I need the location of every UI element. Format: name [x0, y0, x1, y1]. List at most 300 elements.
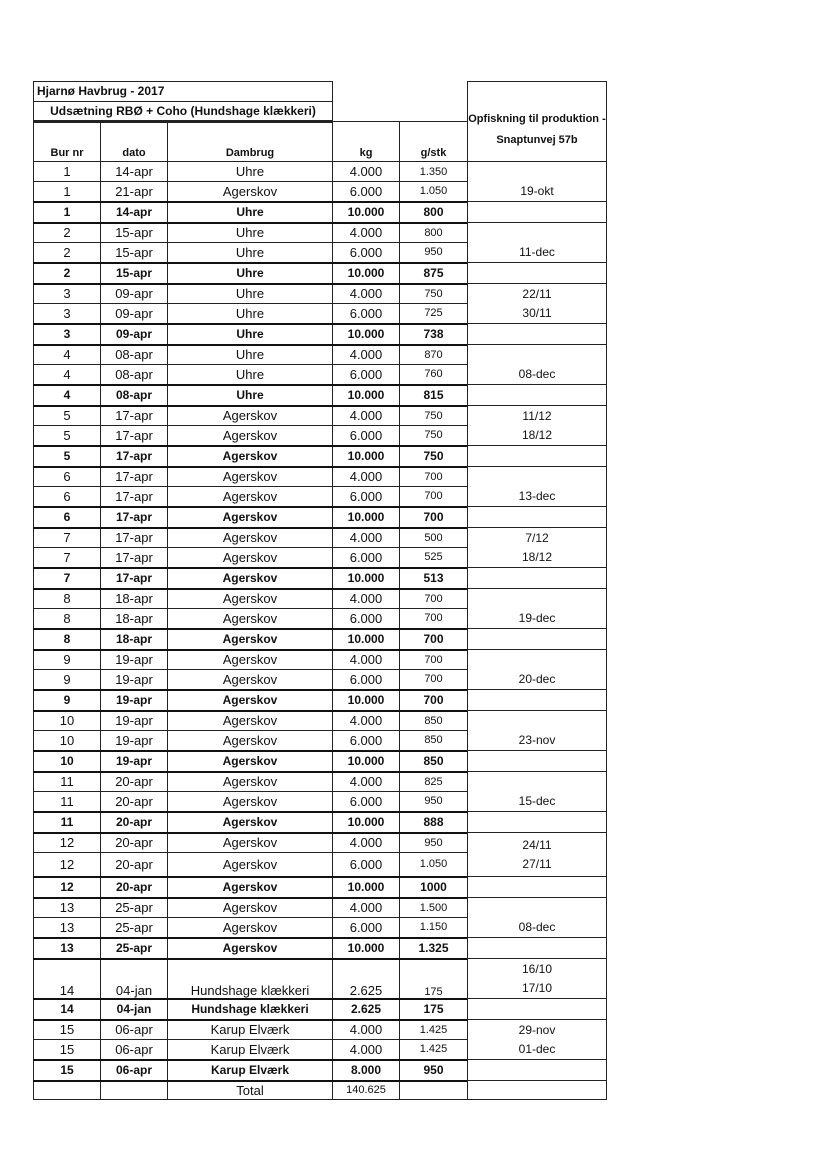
cell-dato: 08-apr	[101, 365, 168, 385]
table-row	[34, 898, 468, 918]
opfiskning-date: 23-nov	[518, 733, 556, 747]
cell-dambrug: Agerskov	[168, 589, 333, 609]
cell-gstk: 175	[400, 999, 468, 1020]
cell-gstk: 700	[400, 487, 468, 507]
opfiskning-date: 20-dec	[518, 672, 556, 686]
cell-gstk: 1.500	[400, 898, 468, 918]
cell-gstk: 800	[400, 223, 468, 243]
cell-kg: 6.000	[333, 918, 400, 938]
cell-gstk: 700	[400, 650, 468, 670]
cell-dato: 19-apr	[101, 751, 168, 772]
opfiskning-date: 27/11	[522, 856, 552, 871]
cell-dambrug: Agerskov	[168, 918, 333, 938]
cell-gstk: 1.050	[400, 182, 468, 202]
table-row	[34, 833, 468, 853]
cell-bur: 10	[34, 751, 101, 772]
opfiskning-date-cell	[468, 938, 607, 959]
cell-dambrug: Agerskov	[168, 446, 333, 467]
opfiskning-date-cell	[468, 650, 607, 690]
cell-bur: 13	[34, 938, 101, 959]
opfiskning-date: 30/11	[522, 305, 552, 320]
cell-gstk: 1.325	[400, 938, 468, 959]
cell-dato: 15-apr	[101, 243, 168, 263]
cell-dambrug: Agerskov	[168, 853, 333, 877]
opfiskning-date: 16/10	[521, 961, 553, 976]
cell-dato: 15-apr	[101, 223, 168, 243]
cell-bur: 2	[34, 243, 101, 263]
cell-kg: 4.000	[333, 1040, 400, 1060]
cell-gstk: 950	[400, 833, 468, 853]
cell-kg: 4.000	[333, 898, 400, 918]
cell-dato: 06-apr	[101, 1040, 168, 1060]
subtotal-row	[34, 507, 468, 528]
table-row	[34, 406, 468, 426]
cell-gstk: 1.425	[400, 1040, 468, 1060]
opfiskning-date: 19-dec	[518, 611, 556, 625]
cell-dato: 20-apr	[101, 877, 168, 898]
cell-dato: 18-apr	[101, 609, 168, 629]
cell-bur: 15	[34, 1060, 101, 1081]
table-row	[34, 487, 468, 507]
cell-dambrug: Uhre	[168, 284, 333, 304]
cell-gstk: 800	[400, 202, 468, 223]
subtotal-row	[34, 812, 468, 833]
cell-dambrug: Uhre	[168, 304, 333, 324]
table-row	[34, 223, 468, 243]
cell-bur: 2	[34, 263, 101, 284]
table-row	[34, 918, 468, 938]
col-header-dambrug: Dambrug	[168, 122, 333, 162]
opfiskning-date-cell	[468, 162, 607, 202]
cell-kg: 4.000	[333, 284, 400, 304]
cell-kg: 4.000	[333, 162, 400, 182]
opfiskning-date-cell	[468, 263, 607, 284]
cell-gstk: 175	[400, 959, 468, 999]
opfiskning-date-cell	[468, 1081, 607, 1100]
opfiskning-date-cell	[468, 467, 607, 507]
cell-bur: 11	[34, 812, 101, 833]
subtotal-row	[34, 938, 468, 959]
table-row	[34, 1040, 468, 1060]
cell-dato: 09-apr	[101, 284, 168, 304]
cell-bur: 8	[34, 629, 101, 650]
cell-bur: 5	[34, 426, 101, 446]
cell-bur: 7	[34, 568, 101, 589]
cell-kg: 8.000	[333, 1060, 400, 1081]
cell-bur: 3	[34, 304, 101, 324]
table-row	[34, 467, 468, 487]
cell-dambrug: Agerskov	[168, 690, 333, 711]
cell-gstk: 725	[400, 304, 468, 324]
opfiskning-date-cell	[468, 528, 607, 568]
subtotal-row	[34, 877, 468, 898]
cell-dambrug: Uhre	[168, 385, 333, 406]
cell-dato: 25-apr	[101, 898, 168, 918]
opfiskning-date-cell	[468, 877, 607, 898]
cell-dato: 08-apr	[101, 345, 168, 365]
cell-gstk: 850	[400, 711, 468, 731]
cell-dambrug: Uhre	[168, 365, 333, 385]
cell-gstk: 700	[400, 467, 468, 487]
cell-kg: 10.000	[333, 385, 400, 406]
cell-dato: 18-apr	[101, 629, 168, 650]
cell-dambrug: Agerskov	[168, 507, 333, 528]
opfiskning-date: 19-okt	[520, 184, 554, 198]
total-row	[34, 1081, 468, 1100]
cell-dambrug: Agerskov	[168, 487, 333, 507]
cell-kg: 6.000	[333, 670, 400, 690]
cell-kg: 4.000	[333, 772, 400, 792]
cell-gstk: 738	[400, 324, 468, 345]
cell-kg: 6.000	[333, 365, 400, 385]
cell-gstk: 950	[400, 243, 468, 263]
cell-kg: 10.000	[333, 202, 400, 223]
opfiskning-date-cell	[468, 406, 607, 446]
cell-dambrug: Uhre	[168, 162, 333, 182]
table-row	[34, 711, 468, 731]
opfiskning-date: 18/12	[521, 549, 553, 564]
opfiskning-date-cell	[468, 202, 607, 223]
cell-dambrug: Agerskov	[168, 898, 333, 918]
opfiskning-date: 11-dec	[519, 245, 555, 259]
opfiskning-date-cell	[468, 833, 607, 877]
table-row	[34, 792, 468, 812]
subtotal-row	[34, 263, 468, 284]
subtotal-row	[34, 751, 468, 772]
cell-gstk: 815	[400, 385, 468, 406]
cell-bur: 2	[34, 223, 101, 243]
table-body	[34, 162, 468, 1100]
table-row	[34, 670, 468, 690]
cell-dato: 17-apr	[101, 467, 168, 487]
opfiskning-date-cell	[468, 284, 607, 324]
table-row	[34, 365, 468, 385]
cell-dato: 17-apr	[101, 507, 168, 528]
opfiskning-date: 08-dec	[518, 367, 556, 381]
cell-dambrug: Agerskov	[168, 548, 333, 568]
cell-kg: 6.000	[333, 792, 400, 812]
cell-kg: 10.000	[333, 690, 400, 711]
table-row	[34, 1020, 468, 1040]
cell-dato: 04-jan	[101, 959, 168, 999]
cell-empty	[101, 1081, 168, 1100]
cell-gstk: 1.425	[400, 1020, 468, 1040]
table-row	[34, 959, 468, 999]
cell-kg: 4.000	[333, 467, 400, 487]
table-row	[34, 284, 468, 304]
table-row	[34, 731, 468, 751]
table-row	[34, 589, 468, 609]
cell-dambrug: Uhre	[168, 263, 333, 284]
cell-bur: 10	[34, 711, 101, 731]
cell-bur: 9	[34, 670, 101, 690]
cell-kg: 4.000	[333, 528, 400, 548]
cell-dambrug: Uhre	[168, 345, 333, 365]
cell-dato: 20-apr	[101, 792, 168, 812]
cell-kg: 10.000	[333, 568, 400, 589]
cell-bur: 12	[34, 877, 101, 898]
header-row	[34, 122, 468, 162]
table-row	[34, 548, 468, 568]
main-table	[33, 121, 468, 1100]
opfiskning-date: 18/12	[521, 427, 553, 442]
cell-bur: 5	[34, 446, 101, 467]
cell-dambrug: Agerskov	[168, 467, 333, 487]
cell-kg: 4.000	[333, 223, 400, 243]
cell-kg: 10.000	[333, 938, 400, 959]
right-table-body	[468, 82, 607, 1100]
opfiskning-date-cell	[468, 324, 607, 345]
cell-bur: 6	[34, 507, 101, 528]
cell-gstk: 750	[400, 406, 468, 426]
col-header-bur: Bur nr	[34, 122, 101, 162]
subtotal-row	[34, 999, 468, 1020]
opfiskning-date-cell	[468, 345, 607, 385]
opfiskning-date-cell	[468, 898, 607, 938]
opfiskning-date: 15-dec	[518, 794, 556, 808]
cell-kg: 6.000	[333, 243, 400, 263]
cell-dambrug: Hundshage klækkeri	[168, 959, 333, 999]
cell-kg: 2.625	[333, 999, 400, 1020]
cell-kg: 10.000	[333, 446, 400, 467]
cell-dato: 19-apr	[101, 711, 168, 731]
opfiskning-date-cell	[468, 711, 607, 751]
cell-kg: 4.000	[333, 406, 400, 426]
subtotal-row	[34, 1060, 468, 1081]
cell-dambrug: Uhre	[168, 324, 333, 345]
cell-kg: 6.000	[333, 609, 400, 629]
table-row	[34, 609, 468, 629]
cell-gstk: 500	[400, 528, 468, 548]
cell-kg: 6.000	[333, 304, 400, 324]
cell-bur: 12	[34, 833, 101, 853]
cell-bur: 1	[34, 202, 101, 223]
cell-dambrug: Agerskov	[168, 812, 333, 833]
cell-bur: 7	[34, 528, 101, 548]
cell-dambrug: Agerskov	[168, 629, 333, 650]
cell-dato: 09-apr	[101, 324, 168, 345]
cell-dambrug: Karup Elværk	[168, 1020, 333, 1040]
cell-bur: 15	[34, 1040, 101, 1060]
col-header-kg: kg	[333, 122, 400, 162]
cell-bur: 15	[34, 1020, 101, 1040]
cell-dato: 14-apr	[101, 162, 168, 182]
cell-dambrug: Uhre	[168, 243, 333, 263]
cell-bur: 7	[34, 548, 101, 568]
cell-bur: 1	[34, 162, 101, 182]
opfiskning-date: 01-dec	[518, 1041, 556, 1056]
cell-dato: 18-apr	[101, 589, 168, 609]
cell-kg: 10.000	[333, 751, 400, 772]
cell-dato: 14-apr	[101, 202, 168, 223]
opfiskning-date-cell	[468, 812, 607, 833]
cell-dato: 20-apr	[101, 812, 168, 833]
opfiskning-date-cell	[468, 223, 607, 263]
opfiskning-date-cell	[468, 1020, 607, 1060]
table-row	[34, 853, 468, 877]
cell-kg: 10.000	[333, 812, 400, 833]
cell-kg: 6.000	[333, 853, 400, 877]
cell-dambrug: Agerskov	[168, 426, 333, 446]
cell-dato: 20-apr	[101, 833, 168, 853]
cell-gstk: 950	[400, 1060, 468, 1081]
cell-dambrug: Agerskov	[168, 670, 333, 690]
cell-dambrug: Karup Elværk	[168, 1060, 333, 1081]
cell-dato: 25-apr	[101, 918, 168, 938]
cell-bur: 14	[34, 999, 101, 1020]
opfiskning-date-cell	[468, 507, 607, 528]
total-label: Total	[168, 1081, 333, 1100]
cell-kg: 10.000	[333, 263, 400, 284]
cell-bur: 6	[34, 467, 101, 487]
cell-bur: 4	[34, 365, 101, 385]
cell-kg: 2.625	[333, 959, 400, 999]
opfiskning-date-cell	[468, 751, 607, 772]
cell-kg: 6.000	[333, 548, 400, 568]
cell-dambrug: Agerskov	[168, 711, 333, 731]
cell-dambrug: Agerskov	[168, 182, 333, 202]
opfiskning-date-cell	[468, 772, 607, 812]
opfiskning-date-cell	[468, 568, 607, 589]
cell-gstk: 760	[400, 365, 468, 385]
cell-gstk: 875	[400, 263, 468, 284]
cell-bur: 12	[34, 853, 101, 877]
cell-dambrug: Agerskov	[168, 772, 333, 792]
cell-gstk: 825	[400, 772, 468, 792]
cell-dato: 20-apr	[101, 772, 168, 792]
opfiskning-date: 7/12	[525, 530, 549, 545]
opfiskning-date: 24/11	[522, 837, 552, 852]
cell-dambrug: Agerskov	[168, 751, 333, 772]
cell-kg: 4.000	[333, 833, 400, 853]
cell-dambrug: Agerskov	[168, 792, 333, 812]
cell-dato: 06-apr	[101, 1020, 168, 1040]
cell-kg: 10.000	[333, 877, 400, 898]
cell-gstk: 1.050	[400, 853, 468, 877]
cell-dambrug: Agerskov	[168, 731, 333, 751]
subtotal-row	[34, 202, 468, 223]
cell-gstk: 700	[400, 589, 468, 609]
cell-gstk: 750	[400, 284, 468, 304]
subtotal-row	[34, 690, 468, 711]
cell-gstk: 750	[400, 446, 468, 467]
cell-dato: 17-apr	[101, 446, 168, 467]
cell-dato: 19-apr	[101, 650, 168, 670]
cell-bur: 5	[34, 406, 101, 426]
cell-gstk: 870	[400, 345, 468, 365]
opfiskning-date-cell	[468, 999, 607, 1020]
cell-kg: 4.000	[333, 1020, 400, 1040]
opfiskning-date-cell	[468, 1060, 607, 1081]
cell-kg: 10.000	[333, 629, 400, 650]
cell-bur: 3	[34, 324, 101, 345]
cell-dato: 17-apr	[101, 426, 168, 446]
cell-gstk: 750	[400, 426, 468, 446]
cell-gstk: 1.150	[400, 918, 468, 938]
col-header-dato: dato	[101, 122, 168, 162]
opfiskning-date: 11/12	[522, 408, 552, 423]
opfiskning-header: Opfiskning til produktion - Snaptunvej 57b	[468, 82, 607, 162]
cell-gstk: 700	[400, 507, 468, 528]
cell-dato: 06-apr	[101, 1060, 168, 1081]
cell-dambrug: Karup Elværk	[168, 1040, 333, 1060]
cell-dambrug: Agerskov	[168, 528, 333, 548]
table-row	[34, 650, 468, 670]
table-row	[34, 345, 468, 365]
cell-kg: 6.000	[333, 731, 400, 751]
subtotal-row	[34, 568, 468, 589]
cell-dambrug: Agerskov	[168, 406, 333, 426]
opfiskning-date: 08-dec	[518, 920, 556, 934]
table-row	[34, 162, 468, 182]
cell-dato: 17-apr	[101, 528, 168, 548]
cell-kg: 4.000	[333, 589, 400, 609]
cell-dato: 17-apr	[101, 568, 168, 589]
cell-bur: 4	[34, 345, 101, 365]
cell-dato: 17-apr	[101, 406, 168, 426]
opfiskning-date: 13-dec	[518, 489, 556, 503]
col-header-gstk: g/stk	[400, 122, 468, 162]
cell-dato: 25-apr	[101, 938, 168, 959]
cell-dato: 17-apr	[101, 487, 168, 507]
cell-dambrug: Uhre	[168, 202, 333, 223]
cell-dambrug: Agerskov	[168, 938, 333, 959]
cell-gstk: 525	[400, 548, 468, 568]
cell-bur: 11	[34, 792, 101, 812]
cell-kg: 10.000	[333, 324, 400, 345]
cell-gstk: 513	[400, 568, 468, 589]
cell-gstk: 700	[400, 609, 468, 629]
sheet-subtitle: Udsætning RBØ + Coho (Hundshage klækkeri)	[34, 102, 332, 123]
cell-dato: 17-apr	[101, 548, 168, 568]
cell-bur: 6	[34, 487, 101, 507]
cell-dambrug: Hundshage klækkeri	[168, 999, 333, 1020]
cell-bur: 8	[34, 589, 101, 609]
sheet-title: Hjarnø Havbrug - 2017	[34, 82, 332, 102]
cell-dato: 08-apr	[101, 385, 168, 406]
cell-dato: 04-jan	[101, 999, 168, 1020]
cell-gstk: 850	[400, 731, 468, 751]
cell-bur: 11	[34, 772, 101, 792]
table-row	[34, 528, 468, 548]
cell-dambrug: Agerskov	[168, 877, 333, 898]
cell-dato: 20-apr	[101, 853, 168, 877]
cell-kg: 10.000	[333, 507, 400, 528]
cell-gstk: 850	[400, 751, 468, 772]
cell-dato: 19-apr	[101, 731, 168, 751]
cell-bur: 9	[34, 690, 101, 711]
cell-bur: 8	[34, 609, 101, 629]
cell-gstk: 700	[400, 690, 468, 711]
cell-gstk: 1.350	[400, 162, 468, 182]
total-kg: 140.625	[333, 1081, 400, 1100]
opfiskning-date-cell	[468, 690, 607, 711]
opfiskning-date-cell	[468, 959, 607, 999]
cell-kg: 4.000	[333, 711, 400, 731]
cell-bur: 9	[34, 650, 101, 670]
cell-dambrug: Agerskov	[168, 650, 333, 670]
subtotal-row	[34, 385, 468, 406]
cell-kg: 6.000	[333, 426, 400, 446]
cell-dato: 19-apr	[101, 690, 168, 711]
opfiskning-date-cell	[468, 385, 607, 406]
cell-bur: 13	[34, 918, 101, 938]
table-row	[34, 243, 468, 263]
cell-kg: 4.000	[333, 650, 400, 670]
cell-gstk: 1000	[400, 877, 468, 898]
opfiskning-date: 22/11	[522, 286, 552, 301]
cell-kg: 6.000	[333, 182, 400, 202]
